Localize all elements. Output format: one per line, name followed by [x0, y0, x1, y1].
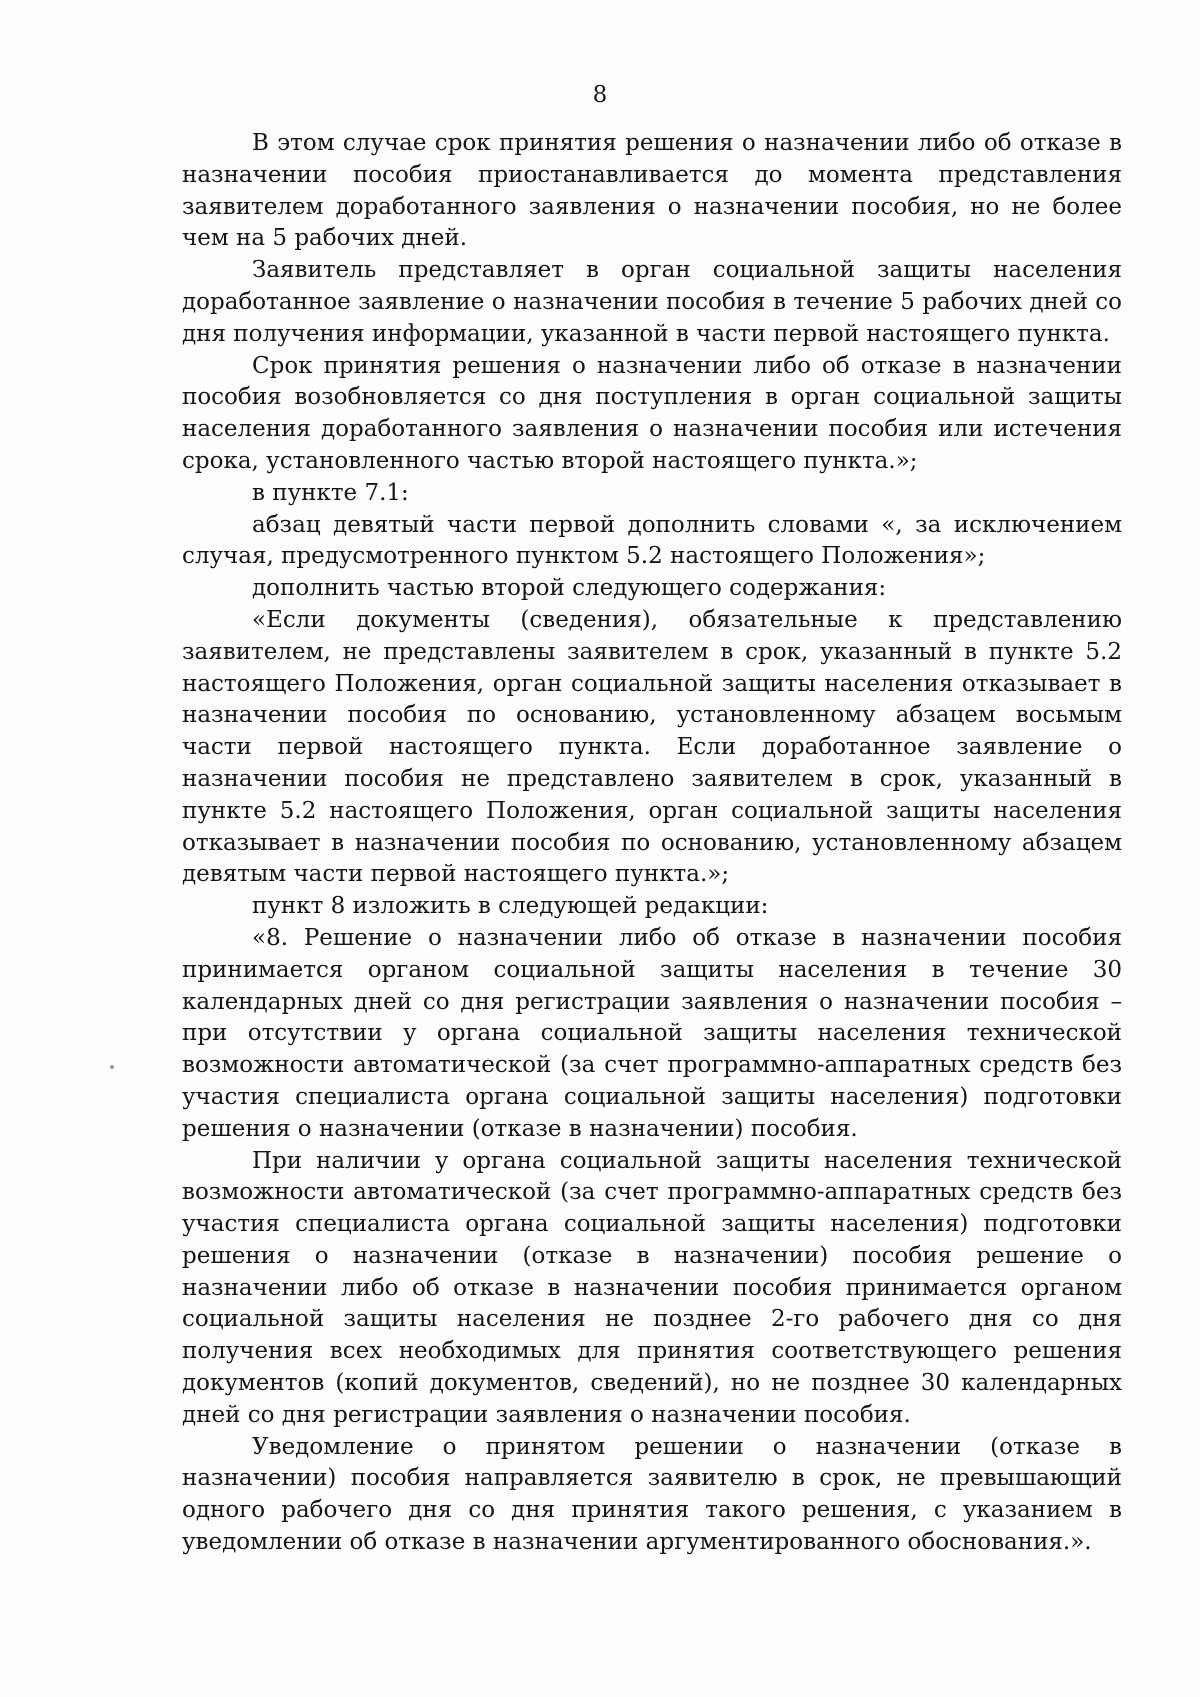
- paragraph-refusal-grounds: «Если документы (сведения), обязательные к представлению заявителем, не представлены заявителем в срок, указанный в пункте 5.2 настоящего Положения, орган социальной защиты населения отказывает в назначении пособия по основанию, установленному абзацем восьмым части первой настоящего пункта. Если доработанное заявление о назначении пособия не представлено заявителем в срок, указанный в пункте 5.2 настоящего Положения, орган социальной защиты населения отказывает в назначении пособия по основанию, установленному абзацем девятым части первой настоящего пункта.»;: [182, 606, 1122, 888]
- document-body: [182, 128, 1122, 1559]
- page-number: 8: [592, 82, 608, 108]
- paragraph-point-7-1: в пункте 7.1:: [252, 479, 409, 506]
- paragraph-automatic-decision: При наличии у органа социальной защиты населения технической возможности автоматической (за счет программно-аппаратных средств без участия специалиста органа социальной защиты населения) подготовки решения о назначении (отказе в назначении) пособия решение о назначении либо об отказе в назначении пособия принимается органом социальной защиты населения не позднее 2-го рабочего дня со дня получения всех необходимых для принятия соответствующего решения документов (копий документов, сведений), но не позднее 30 календарных дней со дня регистрации заявления о назначении пособия.: [182, 1147, 1122, 1428]
- paragraph-suspension-term: В этом случае срок принятия решения о назначении либо об отказе в назначении пособия приостанавливается до момента представления заявителем доработанного заявления о назначении пособия, но не более чем на 5 рабочих дней.: [182, 130, 1122, 252]
- paragraph-point-8-decision: «8. Решение о назначении либо об отказе в назначении пособия принимается органом социальной защиты населения в течение 30 календарных дней со дня регистрации заявления о назначении пособия – при отсутствии у органа социальной защиты населения технической возможности автоматической (за счет программно-аппаратных средств без участия специалиста органа социальной защиты населения) подготовки решения о назначении (отказе в назначении) пособия.: [182, 924, 1122, 1142]
- paragraph-ninth-clause: абзац девятый части первой дополнить словами «, за исключением случая, предусмотренного пунктом 5.2 настоящего Положения»;: [182, 511, 1122, 570]
- paragraph-notification: Уведомление о принятом решении о назначении (отказе в назначении) пособия направляется заявителю в срок, не превышающий одного рабочего дня со дня принятия такого решения, с указанием в уведомлении об отказе в назначении аргументированного обоснования.».: [182, 1433, 1122, 1556]
- paragraph-add-part-two: дополнить частью второй следующего содержания:: [252, 575, 887, 602]
- scan-speck: [110, 1065, 114, 1069]
- paragraph-term-resumes: Срок принятия решения о назначении либо об отказе в назначении пособия возобновляется со дня поступления в орган социальной защиты населения доработанного заявления о назначении пособия или истечения срока, установленного частью второй настоящего пункта.»;: [182, 352, 1122, 474]
- paragraph-point-8-heading: пункт 8 изложить в следующей редакции:: [252, 893, 769, 920]
- paragraph-applicant-submits: Заявитель представляет в орган социальной защиты населения доработанное заявление о назначении пособия в течение 5 рабочих дней со дня получения информации, указанной в части первой настоящего пункта.: [182, 257, 1122, 347]
